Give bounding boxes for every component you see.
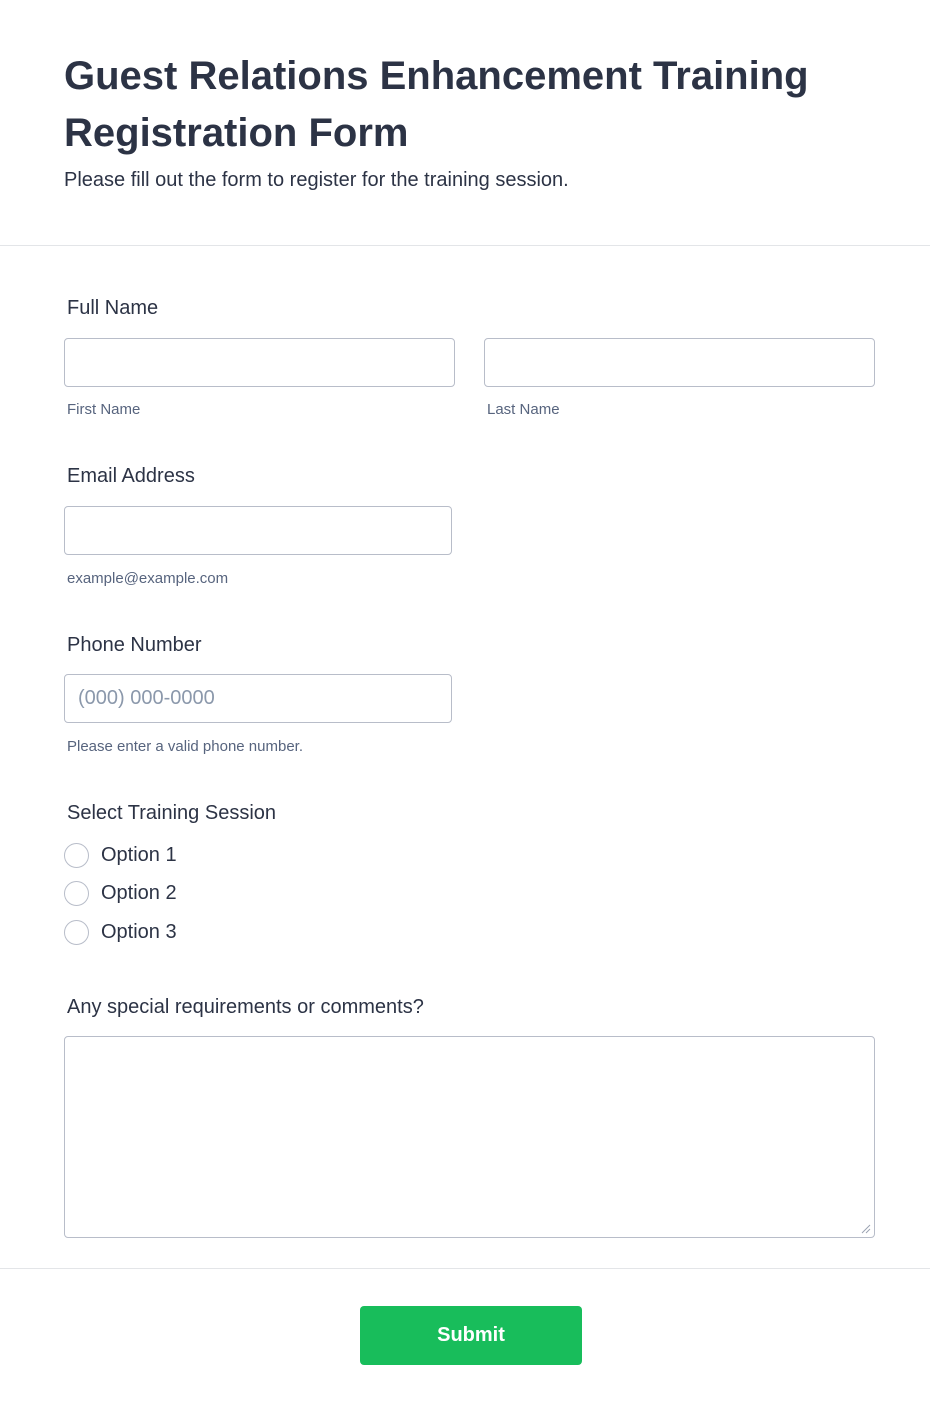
comments-textarea[interactable] — [64, 1036, 875, 1238]
email-sublabel: example@example.com — [67, 570, 229, 587]
footer-divider — [0, 1268, 930, 1269]
last-name-input[interactable] — [484, 338, 875, 387]
resize-grip-icon[interactable] — [861, 1224, 871, 1234]
radio-circle-icon[interactable] — [64, 920, 89, 945]
submit-button[interactable]: Submit — [360, 1306, 582, 1365]
radio-circle-icon[interactable] — [64, 881, 89, 906]
session-option-3[interactable] — [64, 919, 177, 945]
comments-label: Any special requirements or comments? — [67, 996, 424, 1018]
first-name-input[interactable] — [64, 338, 455, 387]
session-option-1[interactable] — [64, 842, 177, 868]
last-name-sublabel: Last Name — [487, 401, 560, 418]
phone-label: Phone Number — [67, 634, 202, 656]
full-name-label: Full Name — [67, 297, 159, 319]
phone-sublabel: Please enter a valid phone number. — [67, 738, 303, 755]
form-title: Guest Relations Enhancement Training Registration Form — [64, 54, 809, 155]
session-label: Select Training Session — [67, 802, 277, 824]
radio-circle-icon[interactable] — [64, 843, 89, 868]
session-option-label[interactable]: Option 1 — [101, 844, 177, 866]
session-option-2[interactable] — [64, 880, 177, 906]
session-option-label[interactable]: Option 3 — [101, 921, 177, 943]
email-label: Email Address — [67, 465, 195, 487]
form-header — [0, 0, 930, 246]
first-name-sublabel: First Name — [67, 401, 141, 418]
form-subtitle: Please fill out the form to register for the training session. — [64, 169, 569, 191]
email-input[interactable] — [64, 506, 452, 555]
session-option-label[interactable]: Option 2 — [101, 882, 177, 904]
phone-input[interactable] — [64, 674, 452, 723]
